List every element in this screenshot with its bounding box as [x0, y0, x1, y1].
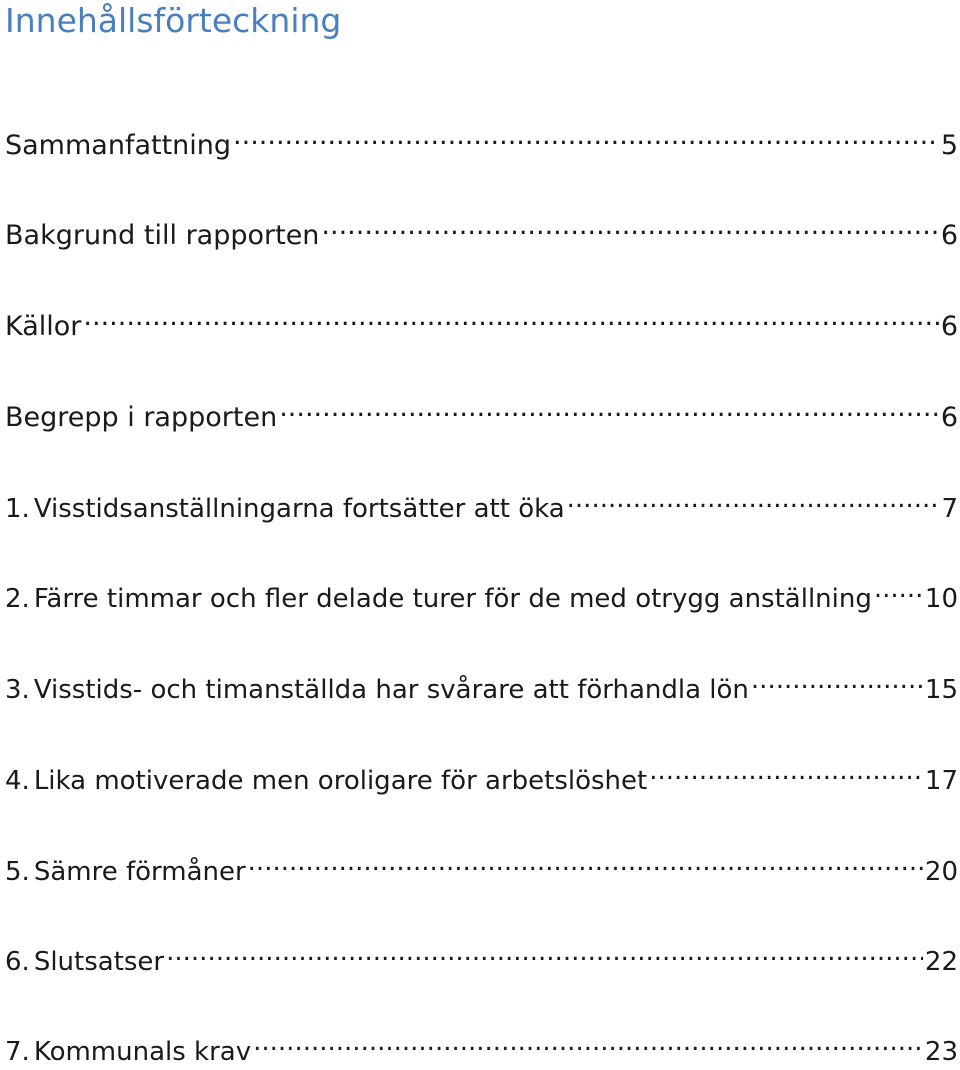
toc-entry-text: Visstids- och timanställda har svårare att förhandla lön	[33, 675, 749, 705]
toc-entry-number: 1.	[5, 494, 30, 524]
toc-entry-text: Lika motiverade men oroligare för arbetslöshet	[33, 766, 648, 796]
toc-entry-bakgrund[interactable]	[5, 208, 958, 251]
toc-entry-label[interactable]: Sammanfattning	[5, 130, 232, 161]
page-title: Innehållsförteckning	[5, 1, 342, 40]
dot-leader	[321, 208, 938, 244]
toc-entry-begrepp[interactable]	[5, 390, 958, 433]
toc-entry-page-number[interactable]: 5	[940, 130, 958, 161]
dot-leader	[233, 118, 939, 154]
toc-entry-chapter-4[interactable]	[5, 753, 958, 796]
toc-entry-label[interactable]	[5, 944, 164, 980]
toc-entry-text: Slutsatser	[33, 947, 165, 977]
toc-entry-text: Visstidsanställningarna fortsätter att öka	[33, 494, 565, 524]
dot-leader	[649, 753, 923, 789]
toc-entry-label[interactable]	[5, 854, 246, 890]
toc-entry-chapter-6[interactable]	[5, 934, 958, 977]
toc-entry-sammanfattning[interactable]	[5, 118, 958, 161]
dot-leader	[248, 844, 923, 880]
toc-entry-number: 6.	[5, 947, 30, 977]
dot-leader	[83, 299, 938, 335]
toc-entry-number: 2.	[5, 584, 30, 614]
toc-entry-text: Färre timmar och fler delade turer för de med otrygg anställning	[33, 584, 872, 614]
toc-entry-page-number[interactable]: 7	[941, 494, 958, 524]
toc-entry-label[interactable]	[5, 581, 872, 617]
toc-entry-page-number[interactable]: 20	[924, 857, 958, 887]
toc-entry-kallor[interactable]	[5, 299, 958, 342]
toc-entry-chapter-2[interactable]	[5, 571, 958, 614]
toc-entry-label[interactable]	[5, 672, 749, 708]
toc-entry-label[interactable]	[5, 1034, 251, 1070]
toc-entry-number: 7.	[5, 1037, 30, 1067]
toc-entry-page-number[interactable]: 22	[924, 947, 958, 977]
toc-entry-number: 4.	[5, 766, 30, 796]
toc-entry-number: 3.	[5, 675, 30, 705]
toc-entry-page-number[interactable]: 23	[924, 1037, 958, 1067]
toc-entry-label[interactable]	[5, 763, 647, 799]
toc-entry-page-number[interactable]: 6	[940, 402, 958, 433]
toc-entry-chapter-7[interactable]	[5, 1024, 958, 1067]
toc-entry-chapter-5[interactable]	[5, 844, 958, 887]
toc-entry-chapter-3[interactable]	[5, 662, 958, 705]
toc-entry-page-number[interactable]: 17	[924, 766, 958, 796]
toc-entry-text: Sämre förmåner	[33, 857, 246, 887]
toc-entry-page-number[interactable]: 10	[924, 584, 958, 614]
toc-entry-page-number[interactable]: 15	[924, 675, 958, 705]
dot-leader	[751, 662, 923, 698]
toc-entry-label[interactable]	[5, 491, 565, 527]
dot-leader	[253, 1024, 923, 1060]
toc-entry-label[interactable]: Källor	[5, 311, 82, 342]
dot-leader	[567, 481, 940, 517]
toc-entry-page-number[interactable]: 6	[940, 220, 958, 251]
toc-entry-number: 5.	[5, 857, 30, 887]
toc-entry-page-number[interactable]: 6	[940, 311, 958, 342]
toc-entry-label[interactable]: Begrepp i rapporten	[5, 402, 278, 433]
dot-leader	[279, 390, 939, 426]
toc-entry-label[interactable]: Bakgrund till rapporten	[5, 220, 320, 251]
dot-leader	[874, 571, 923, 607]
toc-entry-text: Kommunals krav	[33, 1037, 252, 1067]
toc-entry-chapter-1[interactable]	[5, 481, 958, 524]
dot-leader	[166, 934, 923, 970]
